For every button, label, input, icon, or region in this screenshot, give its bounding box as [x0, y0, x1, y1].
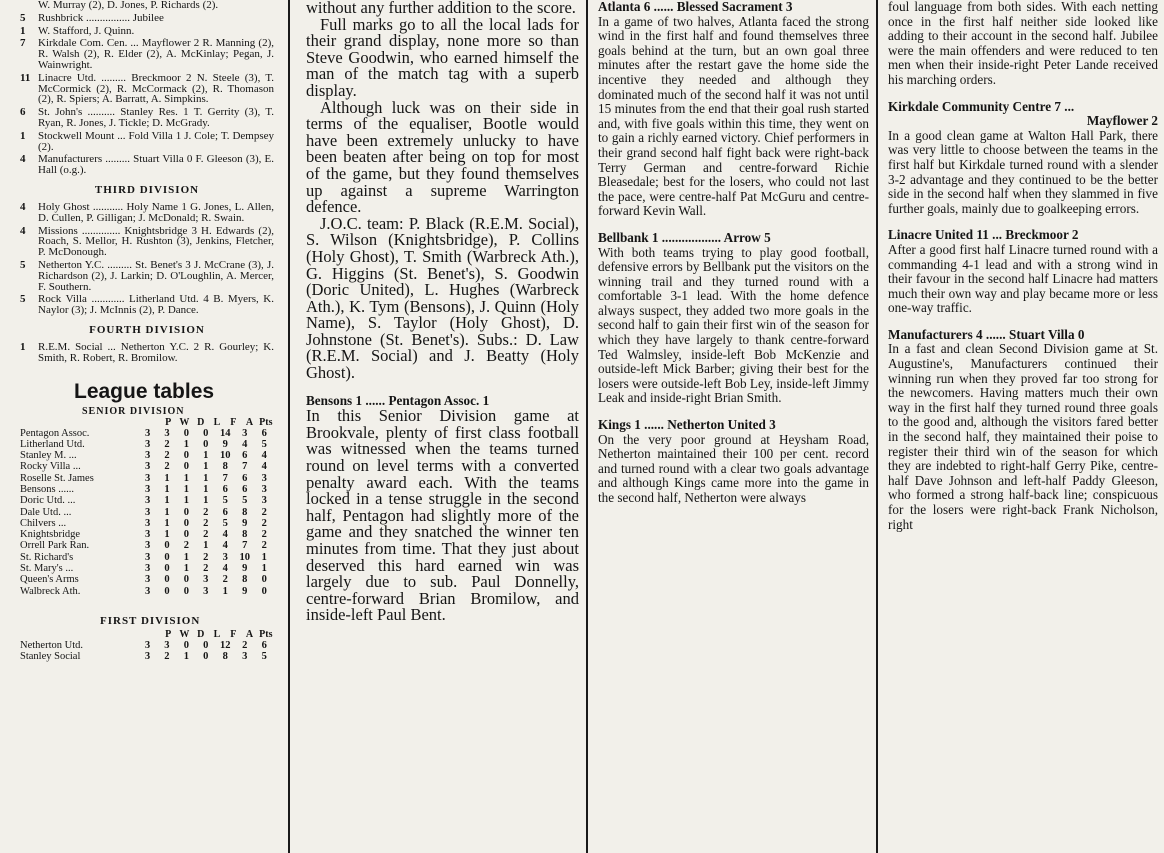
table-cell: 2: [242, 639, 248, 651]
table-cell: 4: [222, 563, 228, 575]
table-cell: 2: [164, 461, 170, 473]
result-score: 4: [20, 200, 26, 213]
kings-report: [598, 433, 869, 506]
table-cell: 0: [183, 506, 190, 518]
table-cell: 3: [145, 529, 151, 541]
senior-division-table: [20, 428, 274, 597]
table-cell: 9: [242, 563, 248, 575]
result-text: Kirkdale Com. Cen. ... Mayflower 2 R. Manning (2), R. Walsh (2), R. Elder (2), A. McKinlay; Pegan, J. Wainwright.: [38, 37, 274, 71]
result-text: St. John's .......... Stanley Res. 1 T. Gerrity (3), T. Ryan, R. Jones, J. Tickle; D. McGrady.: [38, 106, 274, 129]
table-cell: 2: [261, 517, 267, 529]
table-cell: 5: [261, 438, 267, 450]
result-row: [20, 13, 274, 24]
table-row: [20, 450, 274, 461]
table-cell: 7: [222, 472, 228, 484]
result-row: [20, 26, 274, 37]
table-cell: 2: [164, 438, 170, 450]
kirkdale-report: [888, 129, 1158, 217]
table-cell: 1: [183, 651, 189, 663]
table-cell: 1: [222, 585, 228, 597]
paragraph: Full marks go to all the local lads for their grand display, none more so than Steve Goodwin, who earned himself the man of the match tag with a superb display.: [306, 14, 579, 100]
table-cell: 3: [242, 651, 248, 663]
table-cell: 4: [222, 540, 228, 552]
table-cell: 3: [145, 574, 151, 586]
paragraph: without any further addition to the score.: [306, 0, 576, 17]
headline-left: Kirkdale Community Centre 7 ...: [888, 98, 1075, 114]
table-cell: 2: [203, 506, 209, 518]
paragraph: On the very poor ground at Heysham Road, Netherton maintained their 100 per cent. record and turned round with a clear two goals advantage and although Kings came more into the game in the second half, Netherton were always: [598, 431, 869, 505]
table-cell: 0: [183, 517, 190, 529]
result-row: [20, 260, 274, 292]
table-cell: 6: [222, 506, 228, 518]
table-cell: 0: [164, 585, 170, 597]
result-row: [20, 73, 274, 105]
table-cell: 6: [242, 484, 248, 495]
table-cell: 4: [242, 438, 248, 450]
table-cell: 1: [164, 472, 170, 484]
team-name: Stanley Social: [20, 651, 81, 663]
atlanta-headline: Atlanta 6 ...... Blessed Sacrament 3: [598, 0, 793, 14]
table-cell: 3: [145, 506, 151, 518]
table-cell: 1: [261, 551, 267, 563]
table-cell: 1: [183, 472, 190, 484]
table-cell: 1: [183, 484, 190, 495]
result-score: 1: [20, 340, 26, 353]
table-cell: 6: [261, 427, 267, 439]
table-col-header: L: [213, 628, 221, 640]
table-cell: 14: [219, 427, 231, 439]
fourth-division-heading: FOURTH DIVISION: [89, 323, 205, 336]
table-cell: 8: [242, 529, 248, 541]
team-name: St. Richard's: [20, 551, 74, 563]
table-cell: 0: [183, 574, 190, 586]
table-row: [20, 495, 274, 506]
headline-text: Bensons 1 ...... Pentagon Assoc. 1: [306, 392, 490, 408]
linacre-headline: Linacre United 11 ... Breckmoor 2: [888, 227, 1079, 243]
team-name: Queen's Arms: [20, 574, 79, 586]
table-cell: 8: [222, 461, 228, 473]
results-column: [0, 0, 280, 853]
table-cell: 0: [203, 651, 209, 663]
table-cell: 4: [261, 450, 267, 462]
manufacturers-headline: Manufacturers 4 ...... Stuart Villa 0: [888, 326, 1085, 342]
table-col-header: A: [245, 416, 254, 428]
table-col-header: Pts: [259, 416, 273, 428]
table-cell: 3: [222, 551, 228, 563]
table-cell: 1: [183, 438, 190, 450]
table-cell: 3: [145, 540, 151, 552]
table-cell: 2: [261, 529, 267, 541]
table-cell: 1: [164, 529, 170, 541]
result-text: Missions .............. Knightsbridge 3 H. Edwards (2), Roach, S. Mellor, H. Rushton (3), Jenkins, Fletcher, P. McDonough.: [38, 224, 274, 259]
table-cell: 5: [242, 495, 248, 507]
table-cell: 3: [145, 427, 151, 439]
table-cell: 3: [145, 461, 151, 473]
table-col-header: D: [197, 628, 205, 640]
table-cell: 1: [183, 551, 190, 563]
table-cell: 2: [164, 450, 170, 462]
table-row: [20, 507, 274, 518]
atlanta-report: [598, 15, 869, 219]
paragraph: In a game of two halves, Atlanta faced the strong wind in the first half and found themselves three goals behind at the turn, but an own goal three minutes after the restart gave the home side the incentive they needed and although they dominated much of the second half it was not until 15 minutes from the end that their goal rush started and, with five goals within this time, they went on to gain a richly earned victory. Chief performers in their grand second half fight back were right-back Terry German and centre-forward Richie Bleasedale; best for the losers, who could not last the pace, were centre-half Pat McGuru and centre-forward Kevin Wall.: [598, 13, 869, 219]
table-cell: 2: [164, 651, 170, 663]
table-cell: 3: [261, 472, 267, 484]
table-row: [20, 586, 274, 597]
team-name: Litherland Utd.: [20, 438, 85, 450]
table-cell: 4: [261, 461, 267, 473]
table-col-header: F: [230, 416, 237, 428]
column-rule-1: [288, 0, 290, 853]
result-text: W. Stafford, J. Quinn.: [38, 24, 135, 37]
table-cell: 1: [203, 484, 209, 495]
bensons-pentagon-report: [306, 408, 579, 624]
result-score: 4: [20, 153, 26, 166]
result-text: Manufacturers ......... Stuart Villa 0 F. Gleeson (3), E. Hall (o.g.).: [38, 153, 274, 177]
table-cell: 1: [203, 540, 209, 552]
table-row: [20, 640, 274, 651]
result-score: 7: [20, 37, 26, 50]
table-cell: 3: [164, 639, 170, 651]
headline-right: Mayflower 2: [1086, 113, 1158, 129]
table-cell: 3: [203, 574, 209, 586]
table-cell: 1: [183, 495, 190, 507]
table-cell: 0: [183, 529, 190, 541]
table-row: [20, 518, 274, 529]
table-cell: 3: [261, 495, 267, 507]
team-name: Pentagon Assoc.: [20, 427, 90, 439]
column-rule-2: [586, 0, 588, 853]
table-cell: 3: [145, 438, 151, 450]
table-col-header: W: [179, 416, 190, 428]
team-name: Dale Utd. ...: [20, 506, 72, 518]
report-column-3: [592, 0, 875, 853]
table-cell: 2: [203, 529, 209, 541]
paragraph: After a good first half Linacre turned round with a commanding 4-1 lead and with a strong wind in their favour in the second half Linacre had matters much their own way and play became more or less one-way traffic.: [888, 241, 1158, 316]
table-cell: 2: [203, 551, 209, 563]
table-cell: 0: [183, 639, 189, 651]
table-cell: 3: [164, 427, 170, 439]
table-cell: 1: [203, 472, 209, 484]
table-cell: 6: [242, 472, 248, 484]
table-cell: 2: [222, 574, 228, 586]
table-cell: 1: [183, 563, 190, 575]
result-text: Linacre Utd. ......... Breckmoor 2 N. Steele (3), T. McCormick (2), R. McCormack (2), R. Thomason (2), R. Spiers; A. Barratt, A. Simpkins.: [38, 71, 274, 106]
paragraph: J.O.C. team: P. Black (R.E.M. Social), S. Wilson (Knightsbridge), P. Collins (Holy Ghost), T. Smith (Warbreck Ath.), G. Higgins (St. Benet's), S. Goodwin (Doric United), L. Hughes (Warbreck Ath.), K. Tym (Bensons), J. Quinn (Holy Name), S. Taylor (Holy Ghost), D. Johnstone (St. Benet's). Subs.: D. Law (R.E.M. Social) and J. Beatty (Holy Ghost).: [306, 213, 579, 383]
table-cell: 5: [261, 651, 267, 663]
table-cell: 9: [222, 438, 228, 450]
team-name: Netherton Utd.: [20, 639, 83, 651]
table-cell: 3: [261, 484, 267, 495]
table-row: [20, 540, 274, 551]
team-name: Chilvers ...: [20, 517, 67, 529]
table-cell: 3: [203, 585, 209, 597]
table-cell: 6: [222, 484, 228, 495]
table-cell: 3: [145, 495, 151, 507]
table-cell: 2: [183, 540, 190, 552]
result-score: 5: [20, 258, 26, 271]
result-row: [20, 0, 274, 11]
paragraph: In a good clean game at Walton Hall Park, there was very little to choose between the teams in the first half but Kirkdale turned round with a slender 3-2 advantage and they continued to be the better side in the second half when they slammed in five further goals, mainly due to goalkeeping errors.: [888, 127, 1158, 216]
result-text: Holy Ghost ........... Holy Name 1 G. Jones, L. Allen, D. Cullen, P. Gilligan; J. McDonald; R. Swain.: [38, 200, 274, 224]
table-cell: 1: [164, 506, 170, 518]
table-cell: 1: [164, 484, 170, 495]
report-column-2: [300, 0, 583, 853]
table-cell: 1: [203, 461, 209, 473]
table-cell: 0: [261, 574, 267, 586]
table-row: [20, 552, 274, 563]
table-col-header: F: [230, 628, 237, 640]
table-cell: 1: [203, 495, 209, 507]
table-cell: 3: [145, 484, 151, 495]
table-col-header: W: [179, 628, 190, 640]
report-column-4: [882, 0, 1164, 853]
table-cell: 2: [261, 540, 267, 552]
team-name: Stanley M. ...: [20, 450, 77, 462]
table-cell: 3: [145, 551, 151, 563]
result-score: 1: [20, 24, 26, 37]
result-row: [20, 202, 274, 224]
table-cell: 5: [222, 517, 228, 529]
table-cell: 12: [220, 639, 231, 651]
table-col-header: D: [197, 416, 205, 428]
third-division-results: [20, 202, 274, 316]
table-row: [20, 529, 274, 540]
table-cell: 2: [261, 506, 267, 518]
manufacturers-report: [888, 342, 1158, 532]
result-row: [20, 294, 274, 316]
result-row: [20, 38, 274, 70]
first-division-table: [20, 640, 274, 663]
senior-table-header: [160, 417, 274, 428]
table-cell: 4: [222, 529, 228, 541]
senior-division-heading: SENIOR DIVISION: [82, 405, 185, 417]
table-col-header: P: [165, 416, 172, 428]
table-cell: 2: [203, 517, 209, 529]
team-name: Rocky Villa ...: [20, 461, 81, 473]
league-tables-heading: League tables: [74, 379, 215, 403]
bellbank-headline: Bellbank 1 .................. Arrow 5: [598, 229, 771, 245]
table-cell: 0: [183, 427, 190, 439]
table-cell: 5: [222, 495, 228, 507]
third-division-heading: THIRD DIVISION: [94, 183, 200, 196]
paragraph: foul language from both sides. With each netting once in the first half neither side looked like adding to their account in the second half. Jubilee were the main offenders and were reduced to ten men when their inside-right Peter Lande received his marching orders.: [888, 0, 1158, 87]
team-name: St. Mary's ...: [20, 563, 74, 575]
result-score: 1: [20, 129, 26, 142]
table-cell: 3: [145, 585, 151, 597]
jo-cup-report: [306, 0, 579, 382]
result-text: Rushbrick ................ Jubilee: [38, 11, 164, 24]
team-name: Roselle St. James: [20, 472, 94, 484]
result-score: 6: [20, 106, 26, 119]
table-cell: 0: [203, 427, 209, 439]
table-cell: 1: [261, 563, 267, 575]
bellbank-report: [598, 246, 869, 407]
table-cell: 0: [183, 450, 190, 462]
table-cell: 1: [164, 517, 170, 529]
table-cell: 3: [144, 651, 151, 663]
kings-headline: Kings 1 ...... Netherton United 3: [598, 417, 776, 433]
result-score: 11: [20, 71, 31, 84]
table-row: [20, 461, 274, 472]
result-row: [20, 131, 274, 153]
table-cell: 3: [145, 450, 151, 462]
table-col-header: A: [245, 628, 254, 640]
table-cell: 3: [242, 427, 248, 439]
table-cell: 0: [164, 551, 170, 563]
paragraph: With both teams trying to play good football, defensive errors by Bellbank put the visitors on the winning trail and they turned round with a comfortable 3-1 lead. With the home defence always suspect, they added two more goals in the second half to gain their first win of the season for which they have largely to thank centre-forward Ted Walmsley, inside-left Bob McKenzie and outside-left Mick Barber; giving their best for the losers were outside-left Bob Ley, inside-left Jimmy Leak and inside-right Brian Smith.: [598, 244, 869, 406]
table-cell: 6: [242, 450, 248, 462]
result-text: Rock Villa ............ Litherland Utd. 4 B. Myers, K. Naylor (3); J. McInnis (2), P. Dance.: [38, 293, 274, 317]
table-cell: 8: [242, 574, 248, 586]
table-cell: 2: [203, 563, 209, 575]
table-row: [20, 439, 274, 450]
first-division-heading: FIRST DIVISION: [100, 614, 201, 627]
jubilee-report-end: [888, 0, 1158, 88]
linacre-report: [888, 243, 1158, 316]
table-row: [20, 563, 274, 574]
table-row: [20, 473, 274, 484]
first-table-header: [160, 629, 274, 640]
table-cell: 0: [203, 438, 209, 450]
table-col-header: P: [165, 628, 172, 640]
result-row: [20, 107, 274, 129]
table-col-header: L: [213, 416, 221, 428]
result-text: Netherton Y.C. ......... St. Benet's 3 J. McCrane (3), J. Richardson (2), J. Larkin; D. O'Loughlin, A. Mercer, F. Southern.: [38, 258, 274, 293]
table-row: [20, 651, 274, 662]
result-row: [20, 342, 274, 364]
paragraph: Although luck was on their side in terms of the equaliser, Bootle would have been extremely unlucky to have been beaten after being on top for most of the game, but they found themselves up against a supreme Warrington defence.: [306, 97, 579, 217]
table-cell: 9: [242, 517, 248, 529]
column-rule-3: [876, 0, 878, 853]
table-row: [20, 574, 274, 585]
team-name: Doric Utd. ...: [20, 495, 76, 507]
result-row: [20, 226, 274, 258]
table-cell: 3: [145, 563, 151, 575]
team-name: Walbreck Ath.: [20, 585, 81, 597]
team-name: Orrell Park Ran.: [20, 540, 90, 552]
table-cell: 0: [183, 585, 190, 597]
table-cell: 3: [145, 472, 151, 484]
table-cell: 3: [144, 639, 151, 651]
table-cell: 3: [145, 517, 151, 529]
result-score: 5: [20, 293, 26, 306]
result-row: [20, 154, 274, 176]
table-cell: 0: [261, 585, 267, 597]
table-cell: 7: [242, 461, 248, 473]
result-score: 5: [20, 11, 26, 24]
result-score: 4: [20, 224, 26, 237]
paragraph: In a fast and clean Second Division game at St. Augustine's, Manufacturers continued their winning run when they proved far too strong for the newcomers. Having matters much their own way in the first half they turned round three goals to the good and, although the visitors fared better in the second half, they maintained their poise to register their third win of the season for which they are indebted to right-half Gerry Pike, centre-half Dave Johnson and left-half Paddy Gleeson, who formed a strong half-back line; conspicuous for the losers were right-back Frank Nicholson, right: [888, 341, 1158, 532]
result-score: [20, 0, 38, 11]
table-cell: 10: [219, 450, 231, 462]
result-text: W. Murray (2), D. Jones, P. Richards (2).: [38, 0, 219, 11]
table-cell: 0: [203, 639, 209, 651]
table-cell: 1: [203, 450, 209, 462]
fourth-division-results: [20, 342, 274, 364]
table-row: [20, 484, 274, 495]
result-text: R.E.M. Social ... Netherton Y.C. 2 R. Gourley; K. Smith, R. Robert, R. Bromilow.: [38, 340, 274, 364]
table-cell: 8: [222, 651, 228, 663]
table-cell: 0: [164, 563, 170, 575]
table-row: [20, 428, 274, 439]
table-cell: 9: [242, 585, 248, 597]
result-text: Stockwell Mount ... Fold Villa 1 J. Cole; T. Dempsey (2).: [38, 129, 274, 153]
table-cell: 0: [164, 574, 170, 586]
table-cell: 0: [183, 461, 190, 473]
table-cell: 1: [164, 495, 170, 507]
table-cell: 6: [261, 639, 267, 651]
team-name: Bensons ......: [20, 484, 74, 495]
kirkdale-headline: [888, 100, 1158, 129]
paragraph: In this Senior Division game at Brookvale, plenty of first class football was witnessed when the teams turned round on level terms with a converted penalty award each. With the teams locked in a tense struggle in the second half, Pentagon had slightly more of the game and they snatched the winner ten minutes from time. That they just about deserved this hard earned win was largely due to sub. Paul Donnelly, centre-forward Brian Bromilow, and inside-left Paul Bent.: [306, 406, 579, 625]
table-cell: 0: [164, 540, 170, 552]
table-col-header: Pts: [259, 628, 273, 640]
table-cell: 8: [242, 506, 248, 518]
table-cell: 10: [239, 551, 251, 563]
table-cell: 7: [242, 540, 248, 552]
team-name: Knightsbridge: [20, 529, 81, 541]
results-list: [20, 0, 274, 176]
